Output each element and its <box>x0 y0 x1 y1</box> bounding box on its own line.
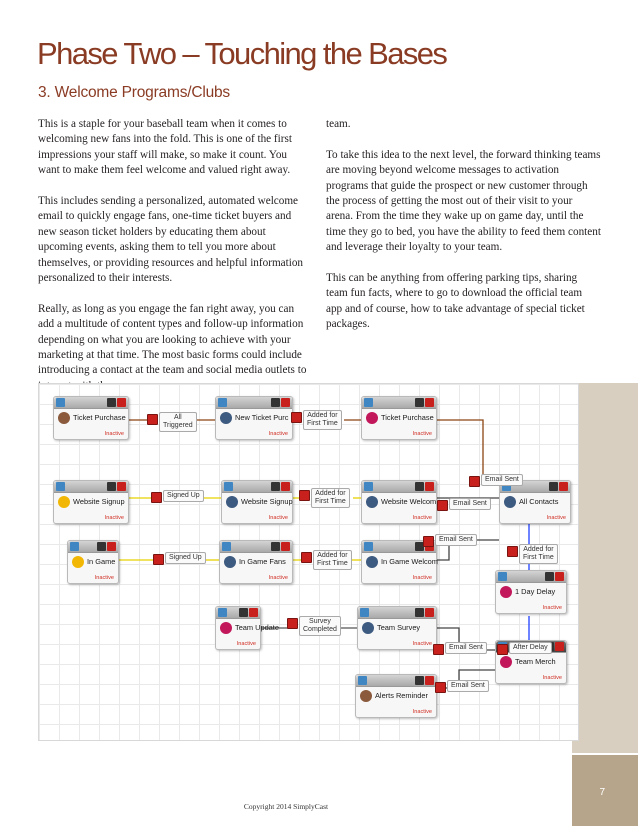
node-label: Team Merch <box>515 657 556 666</box>
delete-icon[interactable] <box>117 482 126 491</box>
edit-icon[interactable] <box>271 542 280 551</box>
condition-label[interactable]: Email Sent <box>435 534 477 546</box>
page-number: 7 <box>599 787 605 798</box>
delete-icon[interactable] <box>425 676 434 685</box>
survey-icon <box>362 622 374 634</box>
condition-label[interactable]: Added for First Time <box>303 410 342 430</box>
node-status: Inactive <box>94 575 114 581</box>
paragraph: To take this idea to the next level, the forward thinking teams are moving beyond welcome messages to activation programs that guide the prospect or new customer through the process of getting the most out of their visit to your arena. From the time they wake up on game day, until the time they go to bed, you have the ability to feed them content and leverage their loyalty to your team. <box>326 148 601 254</box>
node-status: Inactive <box>268 515 288 521</box>
edit-icon[interactable] <box>97 542 106 551</box>
node-label: All Contacts <box>519 497 559 506</box>
node-status: Inactive <box>412 431 432 437</box>
pin-icon[interactable] <box>218 608 227 617</box>
remove-condition-icon[interactable] <box>469 476 480 487</box>
remove-condition-icon[interactable] <box>437 500 448 511</box>
node-tools <box>96 542 116 551</box>
list-icon <box>220 412 232 424</box>
delete-icon[interactable] <box>425 398 434 407</box>
edit-icon[interactable] <box>545 572 554 581</box>
workflow-node[interactable] <box>53 480 129 524</box>
node-status: Inactive <box>104 515 124 521</box>
node-label: Ticket Purchase <box>381 413 434 422</box>
node-label: In Game <box>87 557 116 566</box>
signup-icon <box>72 556 84 568</box>
pin-icon[interactable] <box>498 572 507 581</box>
list-icon <box>504 496 516 508</box>
workflow-node[interactable] <box>215 606 279 650</box>
pin-icon[interactable] <box>222 542 231 551</box>
clock-icon <box>500 586 512 598</box>
condition-label[interactable]: Added for First Time <box>311 488 350 508</box>
ticket-icon <box>366 412 378 424</box>
list-icon <box>224 556 236 568</box>
delete-icon[interactable] <box>555 642 564 651</box>
node-tools <box>548 482 568 491</box>
node-label: Team Survey <box>377 623 421 632</box>
condition-label[interactable]: Email Sent <box>481 474 523 486</box>
condition-label[interactable]: Signed Up <box>165 552 206 564</box>
workflow-node[interactable] <box>67 540 119 584</box>
node-label: 1 Day Delay <box>515 587 556 596</box>
pin-icon[interactable] <box>358 676 367 685</box>
edit-icon[interactable] <box>415 676 424 685</box>
paragraph: This includes sending a personalized, automated welcome email to quickly engage fans, one-time ticket buyers and new season ticket holders by educating them about upcoming events, asking them to tell you more about themselves, or providing resources and helpful information personalized to their interests. <box>38 195 304 285</box>
node-label: Website Signup <box>73 497 125 506</box>
node-label: Alerts Reminder <box>375 691 428 700</box>
email-icon <box>366 556 378 568</box>
condition-label[interactable]: Email Sent <box>449 498 491 510</box>
paragraph: This can be anything from offering parking tips, sharing team fun facts, where to go to download the official team app and of course, how to take advantage of special ticket packages. <box>326 272 585 331</box>
workflow-node[interactable] <box>221 480 293 524</box>
condition-label[interactable]: Email Sent <box>445 642 487 654</box>
remove-condition-icon[interactable] <box>301 552 312 563</box>
workflow-diagram <box>38 383 579 741</box>
condition-label[interactable]: Survey Completed <box>299 616 341 636</box>
delete-icon[interactable] <box>249 608 258 617</box>
workflow-node[interactable] <box>499 480 571 524</box>
pin-icon[interactable] <box>224 482 233 491</box>
node-label: Ticket Purchase <box>73 413 126 422</box>
ticket-icon <box>58 412 70 424</box>
node-tools <box>106 398 126 407</box>
delete-icon[interactable] <box>281 542 290 551</box>
remove-condition-icon[interactable] <box>147 414 158 425</box>
merch-icon <box>500 656 512 668</box>
edit-icon[interactable] <box>271 398 280 407</box>
workflow-node[interactable] <box>219 540 293 584</box>
delete-icon[interactable] <box>555 572 564 581</box>
connector-line <box>435 420 483 480</box>
workflow-node[interactable] <box>53 396 129 440</box>
section-subtitle: 3. Welcome Programs/Clubs <box>38 84 230 101</box>
alert-icon <box>360 690 372 702</box>
pin-icon[interactable] <box>56 398 65 407</box>
remove-condition-icon[interactable] <box>291 412 302 423</box>
node-tools <box>238 608 258 617</box>
node-status: Inactive <box>236 641 256 647</box>
node-status: Inactive <box>268 431 288 437</box>
pin-icon[interactable] <box>70 542 79 551</box>
workflow-node[interactable] <box>361 480 437 524</box>
condition-label[interactable]: All Triggered <box>159 412 197 432</box>
edit-icon[interactable] <box>415 398 424 407</box>
remove-condition-icon[interactable] <box>287 618 298 629</box>
text-column-left <box>38 117 310 410</box>
paragraph: This is a staple for your baseball team when it comes to welcoming new fans into the fold. This is one of the first impressions your staff will make, so make it count. You want to make them feel welcome and valued right away. <box>38 118 292 177</box>
sidebar-strip <box>572 383 638 753</box>
node-tools <box>270 482 290 491</box>
copyright: Copyright 2014 SimplyCast <box>243 802 329 811</box>
paragraph: team. <box>326 118 351 130</box>
edit-icon[interactable] <box>415 608 424 617</box>
edit-icon[interactable] <box>415 482 424 491</box>
remove-condition-icon[interactable] <box>497 644 508 655</box>
signup-icon <box>58 496 70 508</box>
update-icon <box>220 622 232 634</box>
node-label: In Game Fans <box>239 557 286 566</box>
edit-icon[interactable] <box>549 482 558 491</box>
node-status: Inactive <box>542 675 562 681</box>
node-status: Inactive <box>412 575 432 581</box>
delete-icon[interactable] <box>281 482 290 491</box>
list-icon <box>226 496 238 508</box>
node-tools <box>414 482 434 491</box>
node-label: New Ticket Purc <box>235 413 289 422</box>
pin-icon[interactable] <box>364 482 373 491</box>
page-number-box <box>572 755 638 826</box>
node-tools <box>414 676 434 685</box>
node-tools <box>544 572 564 581</box>
text-column-right <box>326 117 601 348</box>
pin-icon[interactable] <box>364 398 373 407</box>
node-status: Inactive <box>268 575 288 581</box>
node-status: Inactive <box>104 431 124 437</box>
node-label: In Game Welcom <box>381 557 438 566</box>
workflow-node[interactable] <box>495 570 567 614</box>
node-tools <box>270 398 290 407</box>
delete-icon[interactable] <box>281 398 290 407</box>
node-tools <box>414 608 434 617</box>
node-label: Team Update <box>235 623 279 632</box>
pin-icon[interactable] <box>218 398 227 407</box>
node-status: Inactive <box>412 709 432 715</box>
paragraph: Really, as long as you engage the fan right away, you can add a multitude of content types and follow-up information depending on what you are looking to achieve with your marketing at that time. The most basic forms could include introducing a contact at the team and social media outlets to <box>38 302 307 377</box>
delete-icon[interactable] <box>425 608 434 617</box>
node-status: Inactive <box>412 515 432 521</box>
email-icon <box>366 496 378 508</box>
condition-label[interactable]: Added for First Time <box>313 550 352 570</box>
condition-label[interactable]: Signed Up <box>163 490 204 502</box>
condition-label[interactable]: After Delay <box>509 642 552 654</box>
workflow-node[interactable] <box>215 396 293 440</box>
edit-icon[interactable] <box>107 482 116 491</box>
node-status: Inactive <box>542 605 562 611</box>
edit-icon[interactable] <box>271 482 280 491</box>
remove-condition-icon[interactable] <box>423 536 434 547</box>
node-label: Website Signup <box>241 497 293 506</box>
condition-label[interactable]: Added for First Time <box>519 544 558 564</box>
pin-icon[interactable] <box>360 608 369 617</box>
remove-condition-icon[interactable] <box>435 682 446 693</box>
edit-icon[interactable] <box>239 608 248 617</box>
node-tools <box>270 542 290 551</box>
delete-icon[interactable] <box>117 398 126 407</box>
remove-condition-icon[interactable] <box>433 644 444 655</box>
node-tools <box>414 398 434 407</box>
edit-icon[interactable] <box>107 398 116 407</box>
workflow-node[interactable] <box>355 674 437 718</box>
condition-label[interactable]: Email Sent <box>447 680 489 692</box>
page-title: Phase Two – Touching the Bases <box>37 36 447 71</box>
delete-icon[interactable] <box>107 542 116 551</box>
delete-icon[interactable] <box>425 482 434 491</box>
remove-condition-icon[interactable] <box>299 490 310 501</box>
pin-icon[interactable] <box>364 542 373 551</box>
node-label: Website Welcom <box>381 497 437 506</box>
remove-condition-icon[interactable] <box>153 554 164 565</box>
delete-icon[interactable] <box>559 482 568 491</box>
node-status: Inactive <box>546 515 566 521</box>
node-tools <box>106 482 126 491</box>
pin-icon[interactable] <box>56 482 65 491</box>
node-status: Inactive <box>412 641 432 647</box>
workflow-node[interactable] <box>361 396 437 440</box>
remove-condition-icon[interactable] <box>507 546 518 557</box>
remove-condition-icon[interactable] <box>151 492 162 503</box>
workflow-node[interactable] <box>357 606 437 650</box>
